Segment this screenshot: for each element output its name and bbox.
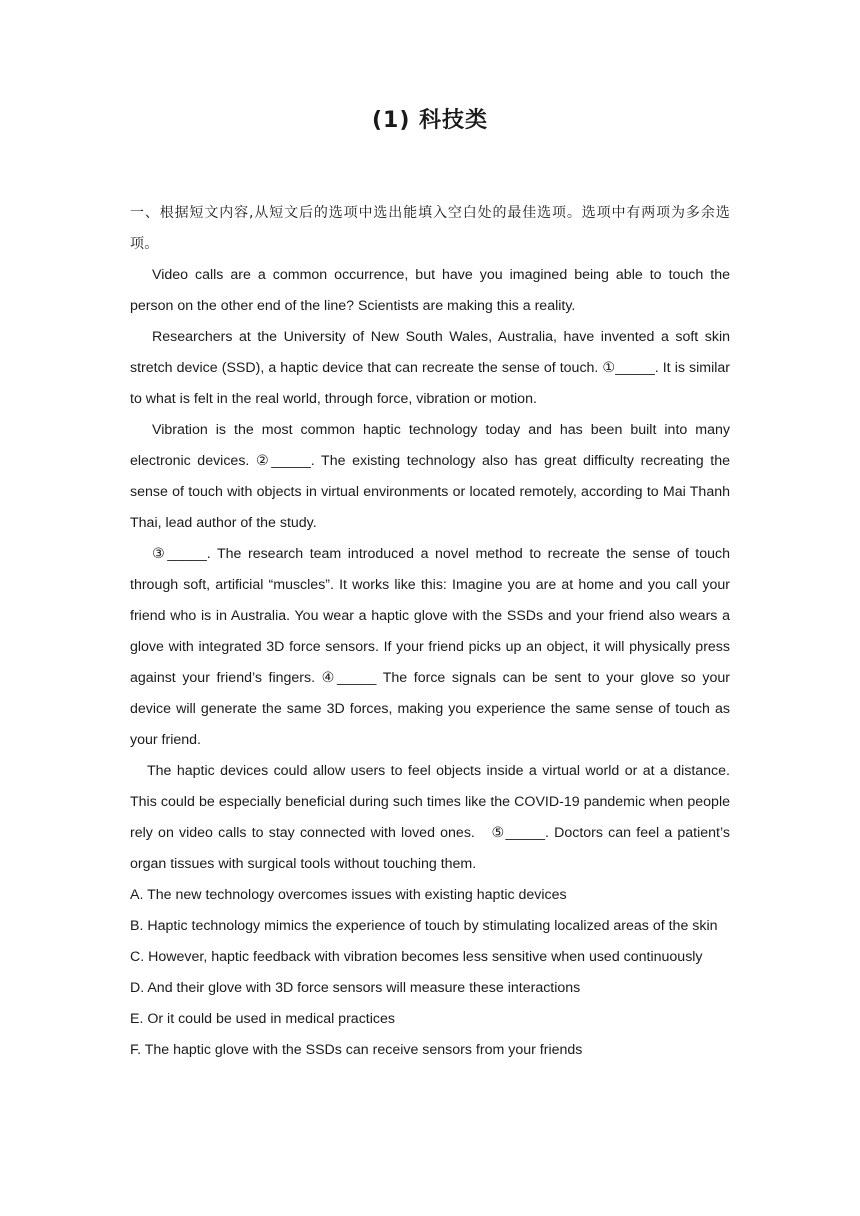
option-a: A. The new technology overcomes issues with existing haptic devices [130, 887, 567, 903]
passage-paragraph-1: Video calls are a common occurrence, but have you imagined being able to touch the person on the other end of the line? Scientists are making this a reality. [130, 267, 730, 314]
passage-paragraph-2: Researchers at the University of New South Wales, Australia, have invented a soft skin stretch device (SSD), a haptic device that can recreate the sense of touch. ①_____. It is similar to what is felt in the real world, through force, vibration or motion. [130, 329, 730, 407]
passage-paragraph-4: ③_____. The research team introduced a novel method to recreate the sense of touch through soft, artificial “muscles”. It works like this: Imagine you are at home and you call your friend who is in Australia. You wear a haptic glove with the SSDs and your friend also wears a glove with integrated 3D force sensors. If your friend picks up an object, it will physically press against your friend’s fingers. ④_____ The force signals can be sent to your glove so your device will generate the same 3D forces, making you experience the same sense of touch as your friend. [130, 546, 730, 748]
options-list [130, 880, 730, 1066]
option-b: B. Haptic technology mimics the experience of touch by stimulating localized areas of the skin [130, 918, 718, 934]
option-f: F. The haptic glove with the SSDs can receive sensors from your friends [130, 1042, 583, 1058]
passage-paragraph-5: The haptic devices could allow users to feel objects inside a virtual world or at a distance. This could be especially beneficial during such times like the COVID-19 pandemic when people rely on video calls to stay connected with loved ones. ⑤_____. Doctors can feel a patient’s organ tissues with surgical tools without touching them. [130, 763, 730, 872]
question-instruction: 一、根据短文内容,从短文后的选项中选出能填入空白处的最佳选项。选项中有两项为多余选项。 [130, 205, 730, 252]
option-c: C. However, haptic feedback with vibration becomes less sensitive when used continuously [130, 949, 703, 965]
page-title: (1) 科技类 [371, 108, 489, 133]
document-body [130, 198, 730, 1066]
option-d: D. And their glove with 3D force sensors will measure these interactions [130, 980, 581, 996]
passage-paragraph-3: Vibration is the most common haptic technology today and has been built into many electronic devices. ②_____. The existing technology also has great difficulty recreating the sense of touch with objects in virtual environments or located remotely, according to Mai Thanh Thai, lead author of the study. [130, 422, 730, 531]
option-e: E. Or it could be used in medical practices [130, 1011, 395, 1027]
